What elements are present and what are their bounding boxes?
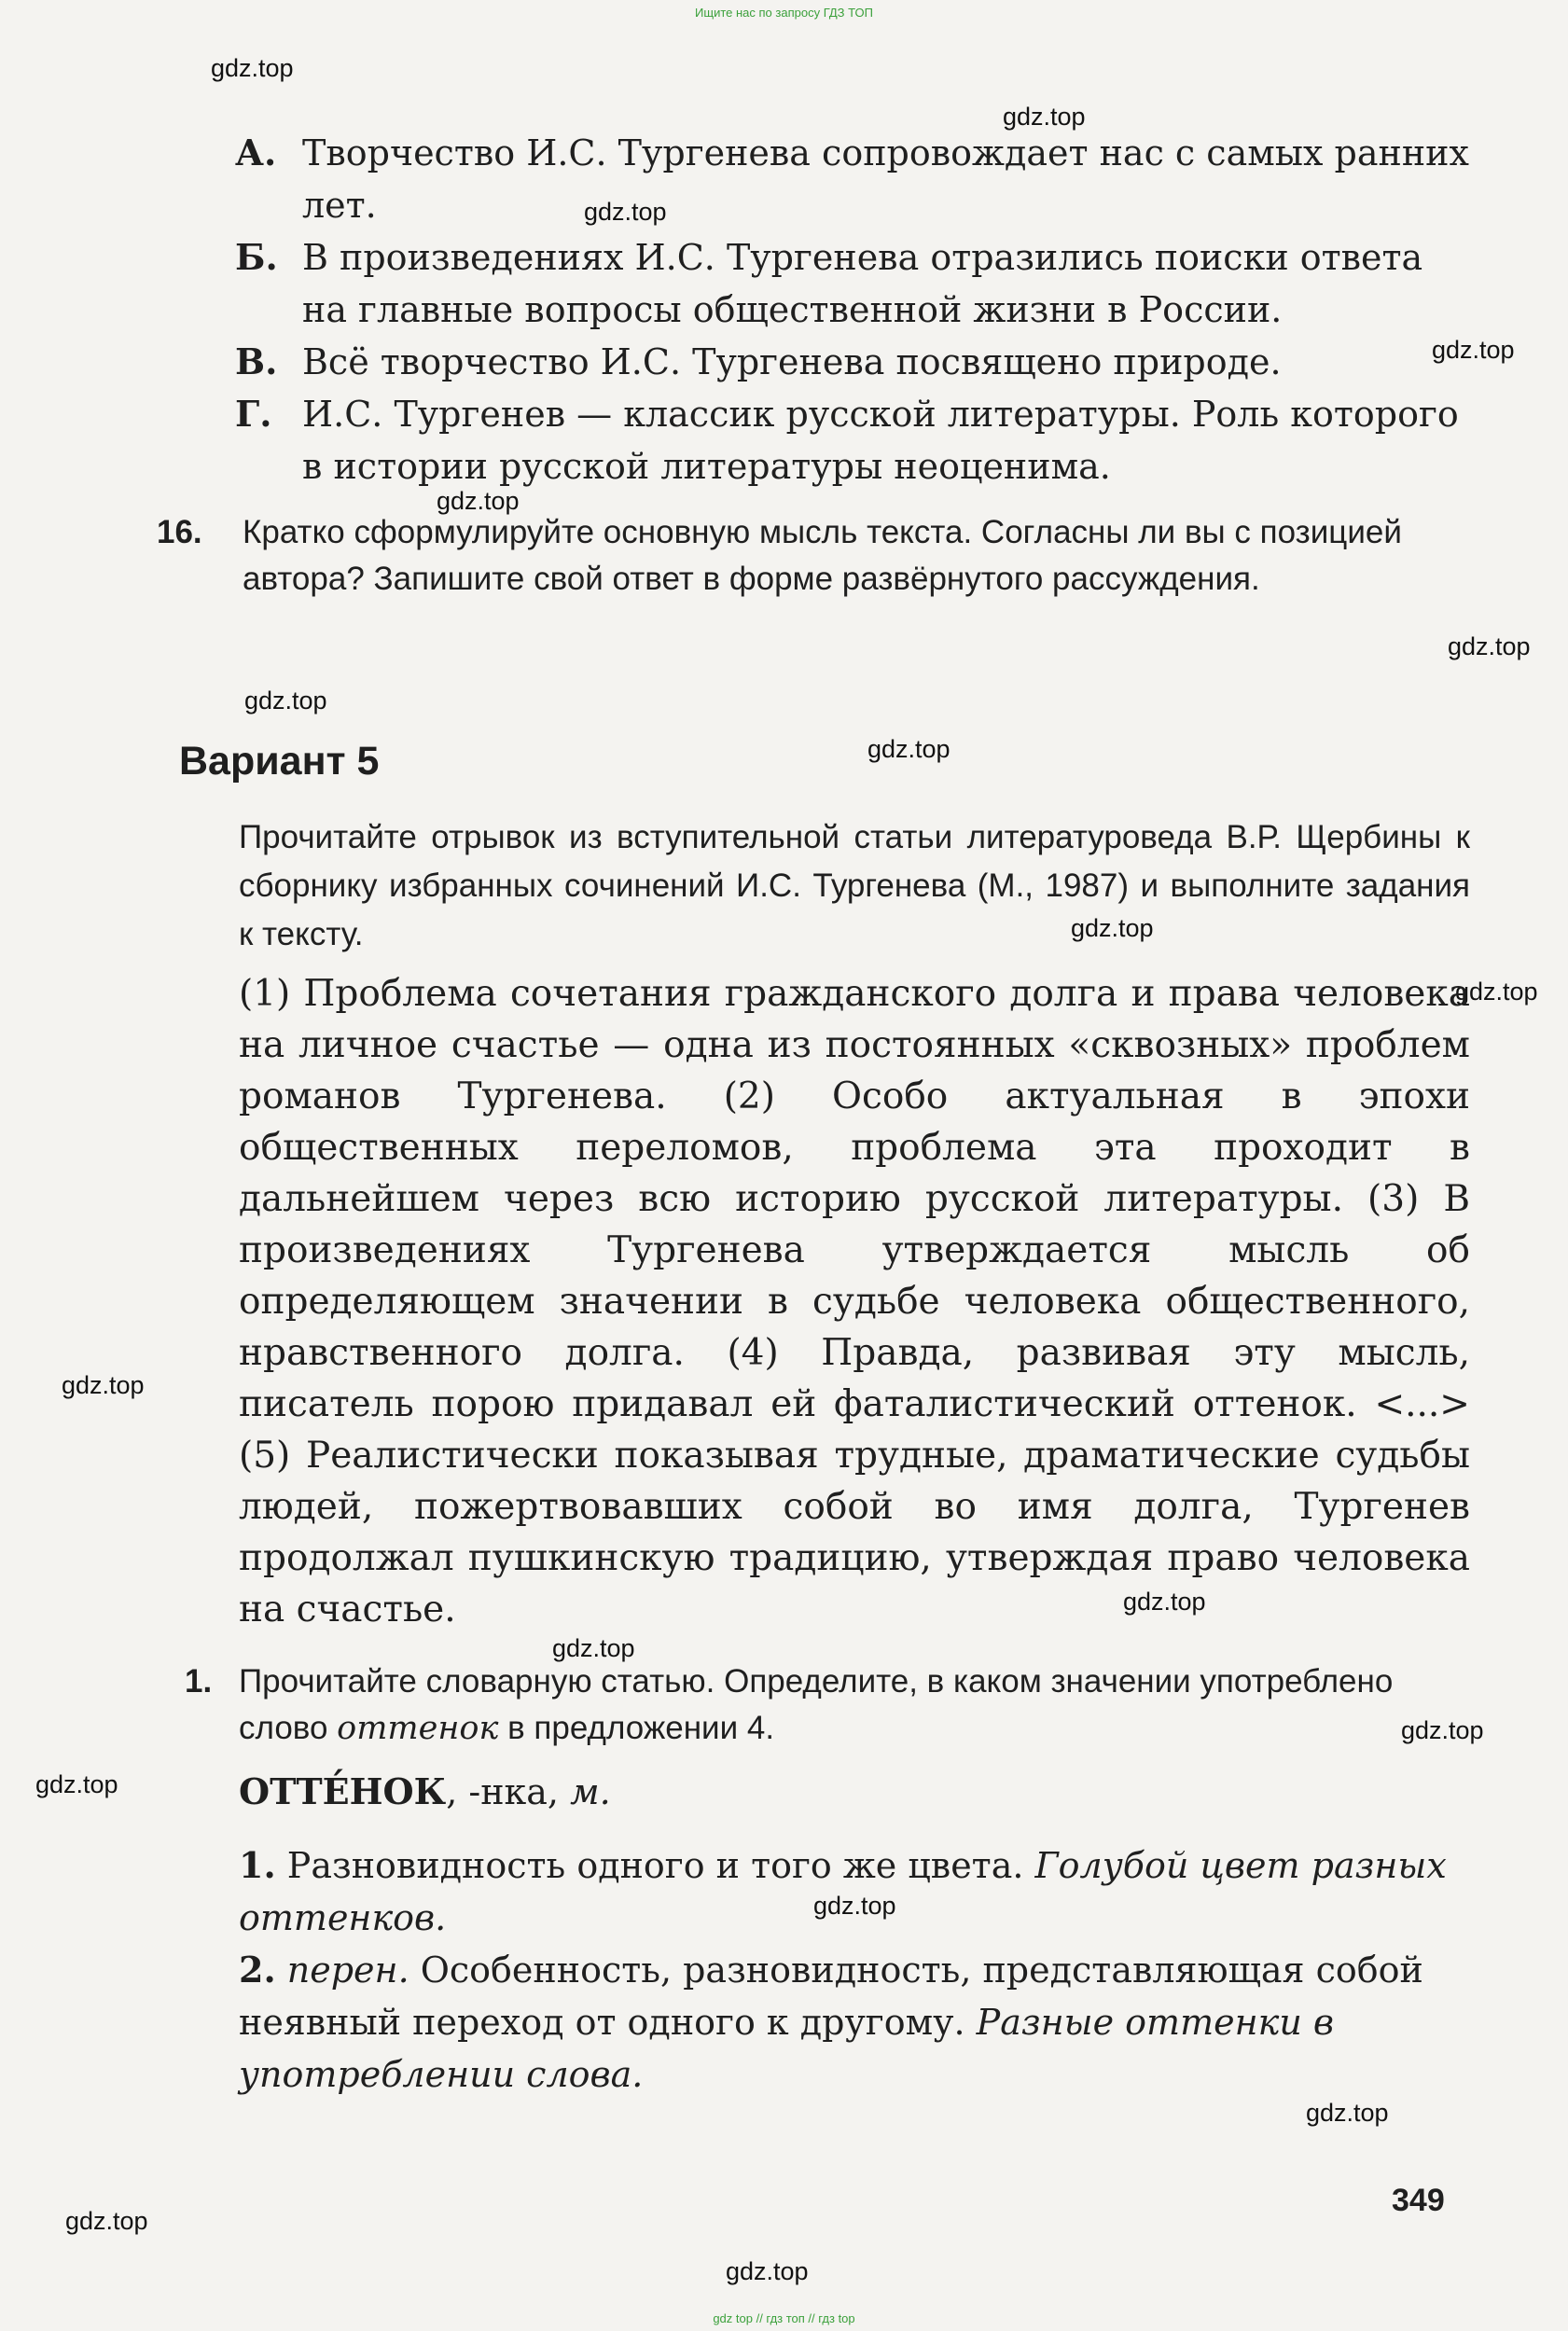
watermark: gdz.top xyxy=(437,487,520,515)
watermark: gdz.top xyxy=(813,1892,896,1920)
sense-label: перен. xyxy=(286,1949,409,1991)
watermark: gdz.top xyxy=(1401,1716,1484,1744)
watermark: gdz.top xyxy=(1071,914,1154,942)
option-g xyxy=(235,388,1476,493)
watermark: gdz.top xyxy=(1448,632,1531,660)
header-note: Ищите нас по запросу ГДЗ ТОП xyxy=(695,6,873,20)
option-letter: Г. xyxy=(235,393,272,435)
answer-options xyxy=(235,127,1476,493)
dictionary-headword-line xyxy=(239,1770,611,1812)
option-letter: А. xyxy=(235,132,277,173)
watermark: gdz.top xyxy=(1003,103,1086,131)
page-number: 349 xyxy=(1392,2183,1445,2218)
dictionary-sense-2 xyxy=(239,1944,1470,2101)
dictionary-senses xyxy=(239,1839,1470,2101)
source-passage: (1) Проблема сочетания гражданского долга и права человека на личное счастье — одна из постоянных «сквозных» проблем романов Тургенева. (2) Особо актуальная в эпохи общественных переломов, проблема эта проходит в дальнейшем через всю историю русской литературы. (3) В произведениях Тургенева утверждается мысль об определяющем значении в судьбе человека общественного, нравственного долга. (4) Правда, развивая эту мысль, писатель порою придавал ей фаталистический оттенок. <...> (5) Реалистически показывая трудные, драматические судьбы людей, пожертвовавших собой во имя долга, Тургенев продолжал пушкинскую традицию, утверждая право человека на счастье. xyxy=(239,973,1470,1630)
option-text: В произведениях И.С. Тургенева отразились поиски ответа на главные вопросы общественной жизни в России. xyxy=(302,237,1423,330)
watermark: gdz.top xyxy=(1432,336,1515,364)
dictionary-grammar: , -нка, xyxy=(446,1771,571,1812)
watermark: gdz.top xyxy=(726,2257,809,2285)
variant-title: Вариант 5 xyxy=(179,739,380,784)
sense-definition: Разновидность одного и того же цвета. xyxy=(286,1845,1035,1886)
task-number: 1. xyxy=(185,1663,213,1700)
footer-note: gdz top // гдз топ // гдз top xyxy=(713,2311,855,2325)
task-text-part: в предложении 4. xyxy=(498,1710,775,1746)
watermark: gdz.top xyxy=(244,687,327,715)
watermark: gdz.top xyxy=(1306,2099,1389,2127)
option-text: Творчество И.С. Тургенева сопровождает нас с самых ранних лет. xyxy=(302,132,1469,226)
option-v xyxy=(235,336,1476,388)
task-text: Кратко сформулируйте основную мысль текста. Согласны ли вы с позицией автора? Запишите свой ответ в форме развёрнутого рассуждения. xyxy=(243,514,1402,597)
watermark: gdz.top xyxy=(62,1371,145,1399)
watermark: gdz.top xyxy=(211,54,294,82)
watermark: gdz.top xyxy=(65,2207,148,2235)
option-b xyxy=(235,231,1476,336)
sense-number: 2. xyxy=(239,1949,276,1991)
task-number: 16. xyxy=(157,514,202,550)
dictionary-sense-1 xyxy=(239,1839,1470,1944)
option-letter: В. xyxy=(235,340,278,382)
task-text-part: Прочитайте словарную статью. Определите, в каком значении употреблено слово xyxy=(239,1663,1394,1746)
task-1 xyxy=(185,1658,1472,1752)
sense-number: 1. xyxy=(239,1844,276,1886)
dictionary-headword: ОТТЕ́НОК xyxy=(239,1770,447,1812)
watermark: gdz.top xyxy=(867,735,951,763)
dictionary-gender: м. xyxy=(570,1771,611,1812)
watermark: gdz.top xyxy=(1123,1588,1206,1616)
task-16 xyxy=(157,509,1472,603)
option-a xyxy=(235,127,1476,231)
sense-definition: Особенность, разновидность, представляющая собой неявный переход от одного к другому. xyxy=(239,1949,1423,2043)
option-letter: Б. xyxy=(235,236,278,278)
option-text: И.С. Тургенев — классик русской литературы. Роль которого в истории русской литературы неоценима. xyxy=(302,394,1459,487)
sense-example: Разные оттенки в употреблении слова. xyxy=(239,2002,1334,2095)
task-keyword: оттенок xyxy=(337,1710,499,1747)
watermark: gdz.top xyxy=(35,1770,118,1798)
watermark: gdz.top xyxy=(584,198,667,226)
watermark: gdz.top xyxy=(1455,978,1538,1006)
intro-text: Прочитайте отрывок из вступительной статьи литературоведа В.Р. Щербины к сборнику избранных сочинений И.С. Тургенева (М., 1987) и выполните задания к тексту. xyxy=(239,819,1470,952)
sense-example: Голубой цвет разных оттенков. xyxy=(239,1845,1447,1938)
option-text: Всё творчество И.С. Тургенева посвящено природе. xyxy=(302,341,1282,382)
watermark: gdz.top xyxy=(552,1634,635,1662)
task-text xyxy=(239,1658,1472,1752)
